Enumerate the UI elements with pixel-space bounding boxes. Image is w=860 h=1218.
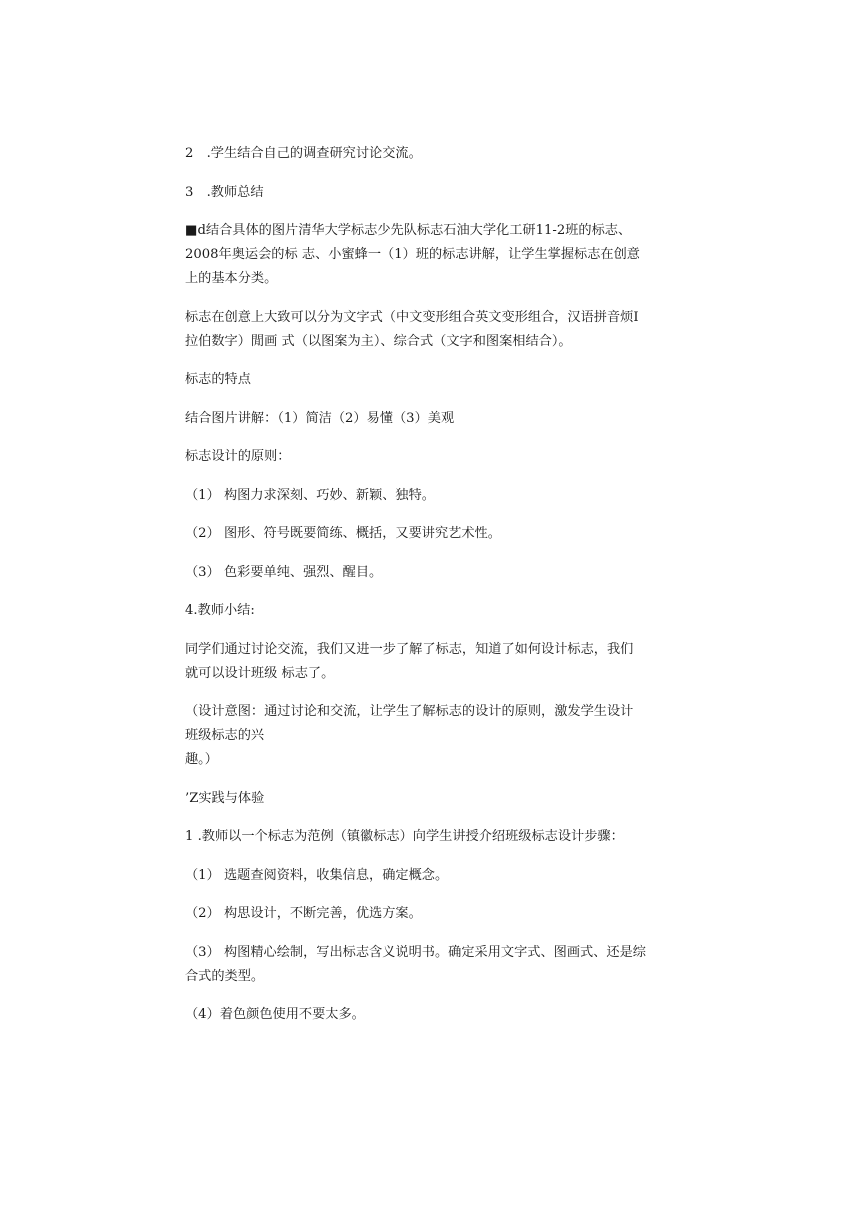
principle-item-1: [185, 484, 685, 508]
text-line: 3 .教师总结: [185, 184, 264, 200]
text-line: 标志的特点: [185, 372, 251, 387]
text-line: 同学们通过讨论交流，我们又进一步了解了标志，知道了如何设计标志，我们: [185, 641, 634, 657]
text-line: 标志在创意上大致可以分为文字式（中文变形组合英文变形组合，汉语拼音烦I: [185, 309, 639, 325]
text-line: 标志设计的原则：: [185, 449, 291, 464]
heading-teacher-summary: [185, 599, 685, 623]
text-line: （3） 构图精心绘制，写出标志含义说明书。确定采用文字式、图画式、还是综: [185, 944, 646, 960]
text-line: ’Z实践与体验: [185, 790, 265, 806]
step-item-1: [185, 864, 685, 888]
text-line: （设计意图：通过讨论和交流，让学生了解标志的设计的原则，激发学生设计: [185, 704, 634, 719]
step-item-4: [185, 1003, 685, 1027]
text-line: ■d结合具体的图片清华大学标志少先队标志石油大学化工研11-2班的标志、: [185, 223, 632, 238]
text-line: （2） 图形、符号既要简练、概括，又要讲究艺术性。: [185, 526, 501, 541]
paragraph-step-2: [185, 142, 685, 166]
text-line: 拉伯数字）閒画 式（以图案为主）、综合式（文字和图案相结合）。: [185, 333, 572, 349]
heading-practice: [185, 787, 685, 811]
paragraph-steps-intro: [185, 825, 685, 849]
paragraph-step-3: [185, 181, 685, 205]
text-line: 2 .学生结合自己的调查研究讨论交流。: [185, 146, 422, 161]
text-line: 4.教师小结:: [185, 603, 255, 618]
text-line: （2） 构思设计，不断完善，优选方案。: [185, 906, 422, 921]
step-item-2: [185, 902, 685, 926]
principle-item-3: [185, 561, 685, 585]
text-line: 趣。）: [185, 752, 218, 767]
paragraph-feature-list: [185, 407, 685, 431]
heading-logo-features: [185, 368, 685, 392]
paragraph-logo-categories: [185, 306, 685, 354]
text-line: （1） 构图力求深刻、巧妙、新颖、独特。: [185, 487, 435, 503]
text-line: 结合图片讲解：（1）简洁（2）易懂（3）美观: [185, 410, 455, 426]
principle-item-2: [185, 522, 685, 546]
text-line: （4）着色颜色使用不要太多。: [185, 1007, 365, 1022]
text-line: 上的基本分类。: [185, 271, 278, 286]
text-line: （3） 色彩要单纯、强烈、醒目。: [185, 564, 383, 580]
text-line: 2008年奥运会的标 志、小蜜蜂一（1）班的标志讲解，让学生掌握标志在创意: [185, 247, 640, 262]
paragraph-design-intent: [185, 700, 685, 772]
document-page: [185, 142, 685, 1042]
paragraph-logo-examples: [185, 219, 685, 291]
step-item-3: [185, 941, 685, 989]
text-line: 合式的类型。: [185, 968, 265, 984]
text-line: 班级标志的兴: [185, 728, 265, 743]
text-line: （1） 选题查阅资料，收集信息，确定概念。: [185, 867, 449, 883]
text-line: 1 .教师以一个标志为范例（镇徽标志）向学生讲授介绍班级标志设计步骤：: [185, 829, 624, 844]
paragraph-summary: [185, 638, 685, 686]
text-line: 就可以设计班级 标志了。: [185, 665, 335, 681]
heading-design-principles: [185, 445, 685, 469]
